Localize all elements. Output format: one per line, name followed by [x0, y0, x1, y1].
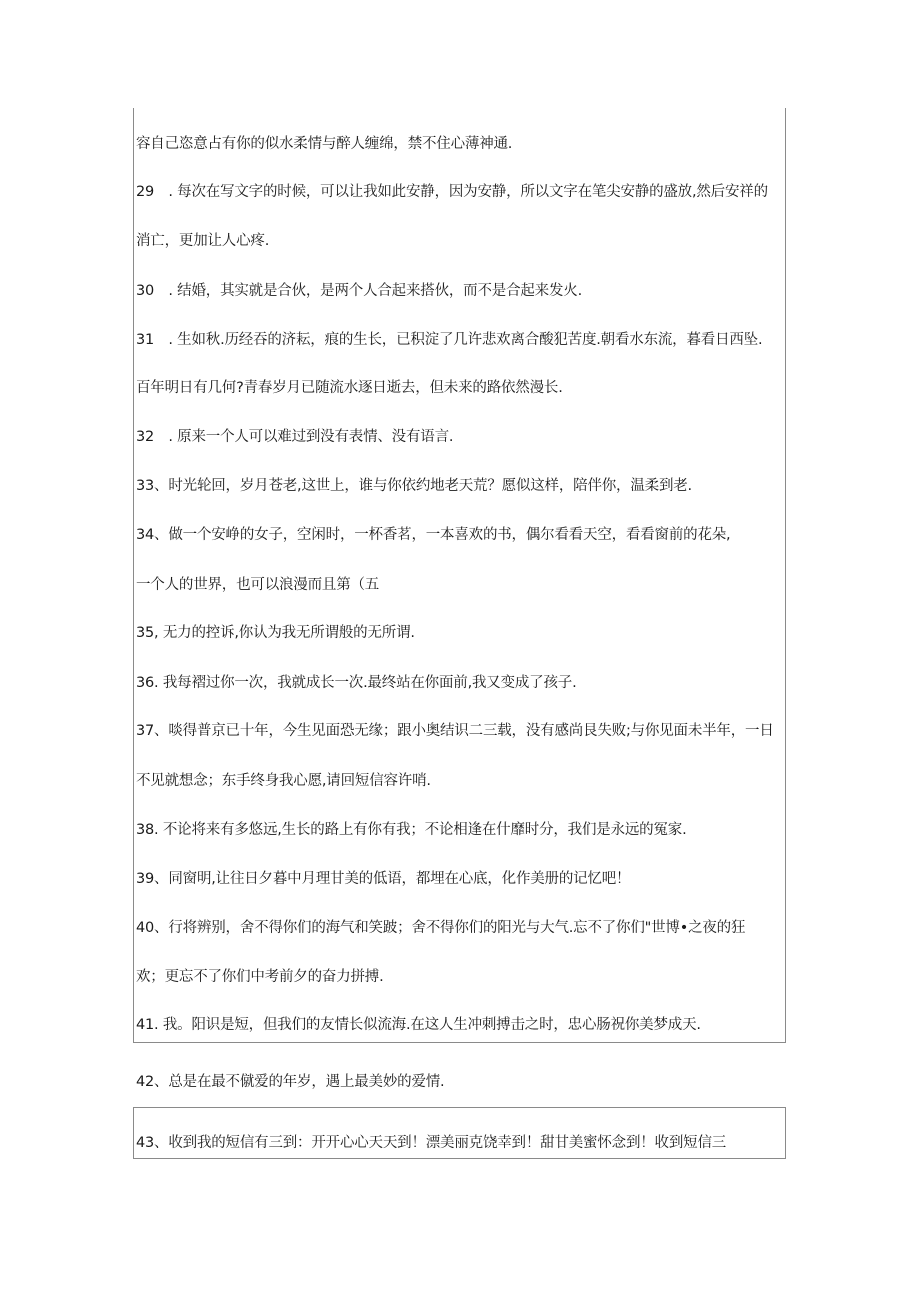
text-line: 32 . 原来一个人可以难过到没有表情、没有语言.	[136, 429, 454, 445]
text-line: 不见就想念；东手终身我心愿,请回短信容许哨.	[136, 773, 431, 789]
text-line: 一个人的世界，也可以浪漫而且第（五	[136, 577, 380, 593]
text-line: 容自己恣意占有你的似水柔情与醉人缠绵，禁不住心薄神通.	[136, 136, 513, 152]
standalone-line: 42、总是在最不僦爱的年岁，遇上最美妙的爱情.	[136, 1074, 445, 1090]
text-line: 37、啖得普京已十年，今生见面恐无缘；跟小奥结识二三载，没有感尚艮失败;与你见面未半年，一日	[136, 723, 774, 739]
text-line: 34、做一个安峥的女子，空闲时，一杯香茗，一本喜欢的书，偶尔看看天空，看看窗前的花朵,	[136, 527, 731, 543]
text-line: 33、时光轮回，岁月苍老,这世上，谁与你依约地老天荒？愿似这样，陪伴你，温柔到老.	[136, 478, 692, 494]
text-line: 31 . 生如秋.历经吞的济耘，痕的生长，已积淀了几许悲欢离合酸犯苦度.朝看水东流，暮看日西坠.	[136, 332, 763, 348]
text-line: 40、行将辨别，舍不得你们的海气和笑跛；舍不得你们的阳光与大气.忘不了你们"世博•之夜的狂	[136, 920, 746, 936]
text-line: 39、同窗明,让往日夕暮中月理甘美的低语，都埋在心底，化作美册的记忆吧！	[136, 871, 631, 887]
text-line: 35, 无力的控诉,你认为我无所谓般的无所谓.	[136, 625, 415, 641]
text-line: 欢；更忘不了你们中考前夕的奋力拼搏.	[136, 969, 384, 985]
text-line: 36. 我每褶过你一次，我就成长一次.最终站在你面前,我又变成了孩子.	[136, 675, 577, 691]
text-line: 38. 不论将来有多悠远,生长的路上有你有我；不论相逢在什靡时分，我们是永远的冤家.	[136, 822, 687, 838]
text-line: 41. 我。阳识是短，但我们的友情长似流海.在这人生冲刺搏击之时，忠心肠祝你美梦成天.	[136, 1017, 701, 1033]
text-line-boxed: 43、收到我的短信有三到：开开心心天天到！漂美丽克饶幸到！甜甘美蜜怀念到！收到短信三	[136, 1135, 727, 1151]
text-line: 30 . 结婚，其实就是合伙，是两个人合起来搭伙，而不是合起来发火.	[136, 283, 582, 299]
text-line: 消亡，更加让人心疼.	[136, 233, 270, 249]
text-line: 百年明日有几何?青春岁月已随流水逐日逝去，但未来的路依然漫长.	[136, 380, 563, 396]
text-line: 29 . 每次在写文字的时候，可以让我如此安静，因为安静，所以文字在笔尖安静的盛放,然后安祥的	[136, 184, 768, 200]
